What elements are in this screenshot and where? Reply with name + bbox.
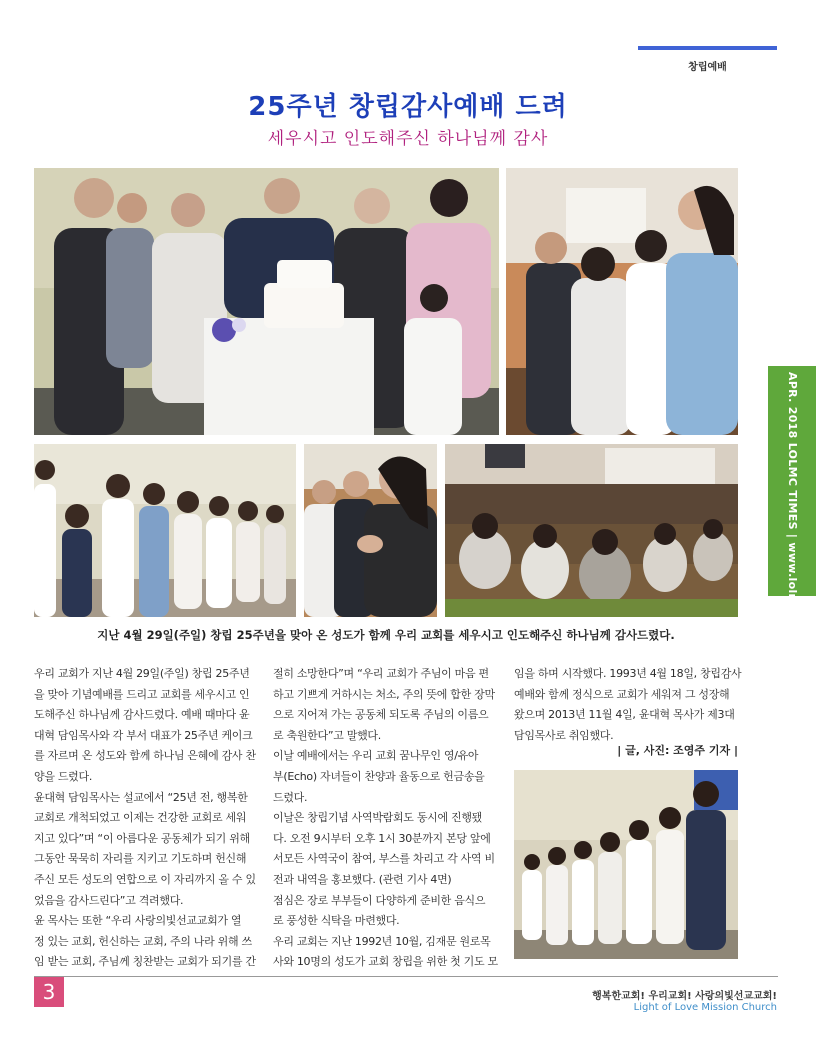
article-line: 정 있는 교회, 헌신하는 교회, 주의 나라 위해 쓰 <box>34 934 252 948</box>
article-line: 을 맞아 기념예배를 드리고 교회를 세우시고 인 <box>34 687 250 701</box>
article-column-3 <box>514 664 740 746</box>
article-line: 었음을 감사드린다”고 격려했다. <box>34 893 184 907</box>
article-line: 드렸다. <box>273 790 308 804</box>
article-line: 점심은 장로 부부들이 다양하게 준비한 음식으 <box>273 893 486 907</box>
header-accent-bar <box>638 46 777 50</box>
article-subtitle: 세우시고 인도해주신 하나님께 감사 <box>267 129 549 149</box>
article-line: 담임목사로 취임했다. <box>514 728 614 742</box>
article-line: 우리 교회가 지난 4월 29일(주일) 창립 25주년 <box>34 667 250 680</box>
article-line: 서모든 사역국이 참여, 부스를 차리고 각 사역 비 <box>273 852 495 866</box>
article-line: 다. 오전 9시부터 오후 1시 30분까지 본당 앞에 <box>273 831 491 845</box>
full-sanctuary-photo <box>445 444 738 617</box>
photo-caption: 지난 4월 29일(주일) 창립 25주년을 맞아 온 성도가 함께 우리 교회를 세우시고 인도해주신 하나님께 감사드렸다. <box>97 628 675 642</box>
article-line: 왔으며 2013년 11월 4일, 윤대혁 목사가 제3대 <box>514 708 735 722</box>
article-line: 임을 하며 시작했다. 1993년 4월 18일, 창립감사 <box>514 667 742 680</box>
article-line: 를 자르며 온 성도와 함께 하나님 은혜에 감사 찬 <box>34 749 256 763</box>
article-title: 25주년 창립감사예배 드려 <box>248 92 568 122</box>
article-line: 지고 있다”며 “이 아름다운 공동체가 되기 위해 <box>34 831 250 845</box>
article-line: 양을 드렸다. <box>34 769 93 783</box>
article-line: 으로 지어져 가는 공동체 되도록 주님의 이름으 <box>273 708 489 722</box>
article-line: 로 풍성한 식탁을 마련했다. <box>273 914 400 928</box>
article-line: 절히 소망한다”며 “우리 교회가 주님이 마음 편 <box>273 667 489 680</box>
article-line: 전과 내역을 홍보했다. (관련 기사 4면) <box>273 872 452 886</box>
article-line: 로 축원한다”고 말했다. <box>273 728 381 742</box>
article-line: 하고 기쁘게 거하시는 처소, 주의 뜻에 합한 장막 <box>273 687 495 701</box>
article-line: 이날 예배에서는 우리 교회 꿈나무인 영/유아 <box>273 749 479 763</box>
article-line: 교회로 개척되었고 이제는 건강한 교회로 세워 <box>34 811 247 825</box>
footer-divider <box>34 976 778 977</box>
section-label: 창립예배 <box>688 62 727 73</box>
article-line: 윤대혁 담임목사는 설교에서 “25년 전, 행복한 <box>34 790 248 804</box>
article-column-1 <box>34 664 260 973</box>
children-dance-photo <box>34 444 296 617</box>
article-line: 도해주신 하나님께 감사드렸다. 예배 때마다 윤 <box>34 708 250 722</box>
article-line: 그동안 묵묵히 자리를 지키고 기도하며 헌신해 <box>34 852 247 866</box>
article-line: 부(Echo) 자녀들이 찬양과 율동으로 헌금송을 <box>273 769 485 783</box>
article-line: 주신 모든 성도의 연합으로 이 자리까지 올 수 있 <box>34 872 256 886</box>
article-column-2 <box>273 664 499 973</box>
article-line: 사와 10명의 성도가 교회 창립을 위한 첫 기도 모 <box>273 955 498 969</box>
children-singing-photo <box>514 770 738 959</box>
side-tab <box>768 366 816 639</box>
article-line: 예배와 함께 정식으로 교회가 세워져 그 성장해 <box>514 687 730 701</box>
footer-tagline-en: Light of Love Mission Church <box>633 1002 777 1013</box>
congregation-worship-photo <box>506 168 738 435</box>
side-tab-text: APR. 2018 LOLMC TIMES | www.lolmc.org <box>786 372 799 639</box>
article-line: 우리 교회는 지난 1992년 10월, 김재문 원로목 <box>273 934 491 948</box>
article-line: 윤 목사는 또한 “우리 사랑의빛선교교회가 열 <box>34 914 242 928</box>
page-number: 3 <box>34 977 64 1007</box>
woman-clapping-photo <box>304 444 437 617</box>
article-line: 임 받는 교회, 주님께 칭찬받는 교회가 되기를 간 <box>34 955 256 969</box>
cake-cutting-photo <box>34 168 499 435</box>
article-line: 이날은 창립기념 사역박람회도 동시에 진행됐 <box>273 811 482 825</box>
byline: | 글, 사진: 조영주 기자 | <box>617 744 738 757</box>
article-line: 대혁 담임목사와 각 부서 대표가 25주년 케이크 <box>34 728 253 742</box>
footer-tagline-ko: 행복한교회! 우리교회! 사랑의빛선교교회! <box>592 991 777 1002</box>
